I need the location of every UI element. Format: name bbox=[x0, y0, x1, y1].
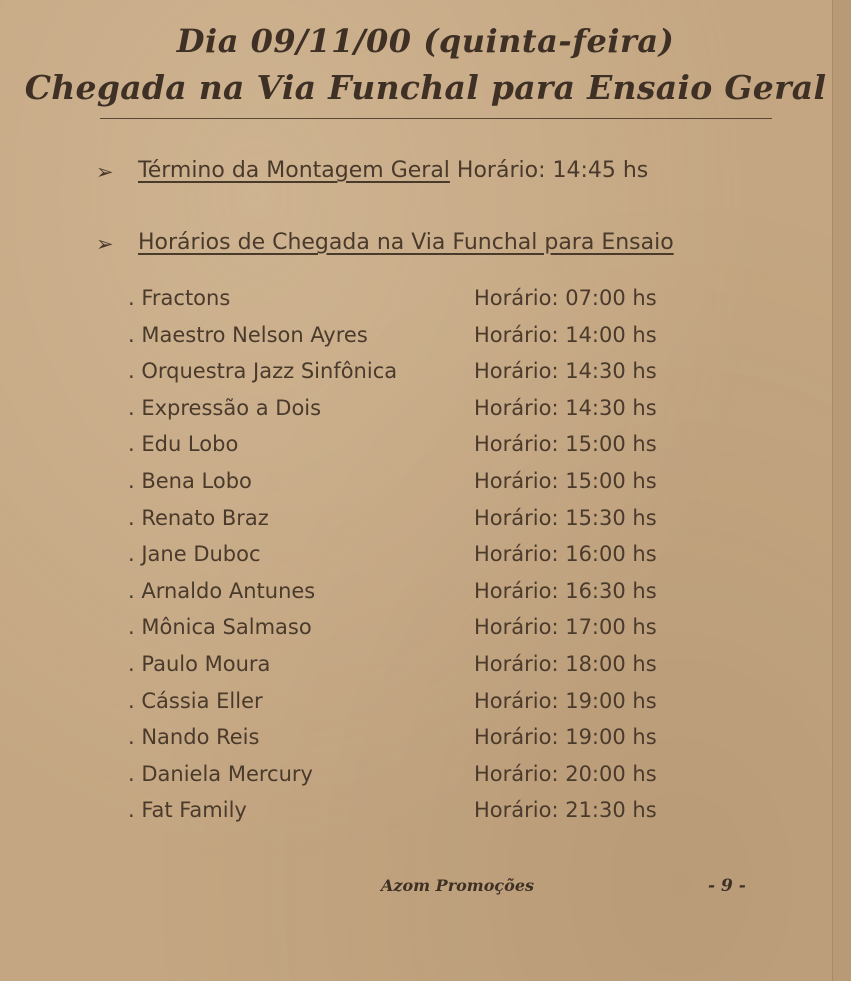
arrival-schedule-list bbox=[128, 286, 688, 835]
artist-name: . Edu Lobo bbox=[128, 432, 239, 457]
schedule-row bbox=[128, 798, 688, 835]
arrival-time: Horário: 15:00 hs bbox=[474, 432, 657, 457]
schedule-row bbox=[128, 506, 688, 543]
date-heading: Dia 09/11/00 (quinta-feira) bbox=[176, 22, 675, 60]
arrival-time: Horário: 14:30 hs bbox=[474, 395, 657, 420]
schedule-row bbox=[128, 432, 688, 469]
schedule-row bbox=[128, 652, 688, 689]
artist-name: . Jane Duboc bbox=[128, 542, 261, 567]
artist-name: . Arnaldo Antunes bbox=[128, 578, 316, 603]
artist-name: . Orquestra Jazz Sinfônica bbox=[128, 359, 398, 384]
arrival-time: Horário: 21:30 hs bbox=[474, 798, 657, 823]
arrow-bullet-icon: ➢ bbox=[96, 232, 114, 256]
title-divider bbox=[100, 118, 772, 119]
arrival-time: Horário: 18:00 hs bbox=[474, 651, 657, 676]
footer-brand: Azom Promoções bbox=[381, 876, 535, 895]
arrival-time: Horário: 20:00 hs bbox=[474, 761, 657, 786]
arrival-time: Horário: 14:30 hs bbox=[474, 359, 657, 384]
arrival-time: Horário: 19:00 hs bbox=[474, 688, 657, 713]
arrow-bullet-icon: ➢ bbox=[96, 160, 114, 184]
arrival-time: Horário: 19:00 hs bbox=[474, 725, 657, 750]
page-number: - 9 - bbox=[708, 876, 746, 896]
arrival-time: Horário: 17:00 hs bbox=[474, 615, 657, 640]
artist-name: . Fractons bbox=[128, 286, 231, 310]
schedule-row bbox=[128, 689, 688, 726]
schedule-row bbox=[128, 286, 688, 323]
artist-name: . Fat Family bbox=[128, 798, 247, 823]
assembly-end-line bbox=[138, 158, 648, 183]
artist-name: . Paulo Moura bbox=[128, 651, 271, 676]
artist-name: . Cássia Eller bbox=[128, 688, 263, 713]
schedule-row bbox=[128, 469, 688, 506]
page-title: Chegada na Via Funchal para Ensaio Geral bbox=[24, 68, 827, 107]
schedule-row bbox=[128, 542, 688, 579]
schedule-row bbox=[128, 579, 688, 616]
page-edge bbox=[832, 0, 851, 981]
arrival-time: Horário: 15:30 hs bbox=[474, 505, 657, 530]
arrival-time: Horário: 16:00 hs bbox=[474, 542, 657, 567]
schedule-row bbox=[128, 762, 688, 799]
arrival-time: Horário: 14:00 hs bbox=[474, 322, 657, 347]
schedule-row bbox=[128, 725, 688, 762]
schedule-row bbox=[128, 615, 688, 652]
assembly-end-heading: Término da Montagem Geral bbox=[138, 158, 450, 183]
artist-name: . Maestro Nelson Ayres bbox=[128, 322, 368, 347]
artist-name: . Daniela Mercury bbox=[128, 761, 313, 786]
schedule-row bbox=[128, 396, 688, 433]
artist-name: . Nando Reis bbox=[128, 725, 260, 750]
schedule-row bbox=[128, 323, 688, 360]
artist-name: . Bena Lobo bbox=[128, 468, 252, 493]
arrival-time: Horário: 16:30 hs bbox=[474, 578, 657, 603]
artist-name: . Mônica Salmaso bbox=[128, 615, 312, 640]
arrival-time: Horário: 15:00 hs bbox=[474, 468, 657, 493]
assembly-end-time: Horário: 14:45 hs bbox=[456, 158, 649, 183]
artist-name: . Expressão a Dois bbox=[128, 395, 322, 420]
arrival-times-line bbox=[138, 230, 674, 255]
artist-name: . Renato Braz bbox=[128, 505, 269, 530]
arrival-time: Horário: 07:00 hs bbox=[474, 286, 657, 310]
schedule-row bbox=[128, 359, 688, 396]
arrival-times-heading: Horários de Chegada na Via Funchal para Ensaio bbox=[138, 230, 674, 255]
